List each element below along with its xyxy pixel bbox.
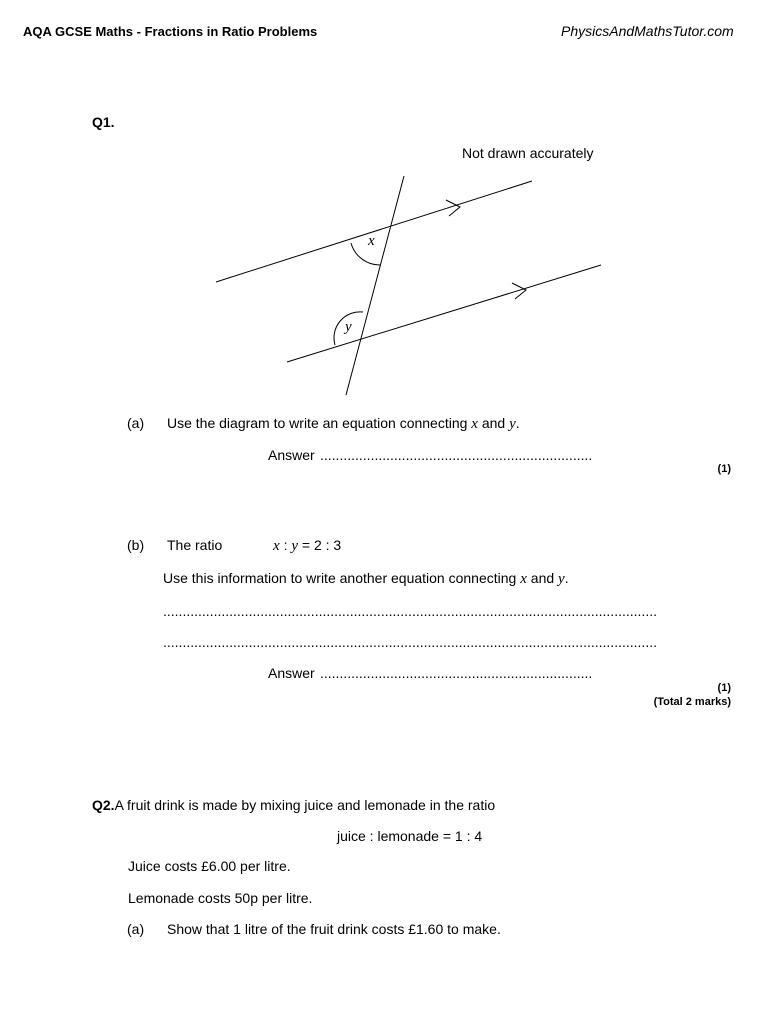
diagram-note: Not drawn accurately — [462, 145, 594, 161]
q2-juice-cost: Juice costs £6.00 per litre. — [128, 858, 291, 874]
angle-x-arc — [351, 243, 381, 265]
q1b-answer-line[interactable]: ...................................................................... — [320, 665, 593, 681]
q1b-answer-label: Answer — [268, 665, 315, 681]
upper-parallel-line — [216, 181, 532, 282]
angle-x-label: x — [368, 233, 375, 249]
q1-total-marks: (Total 2 marks) — [653, 696, 731, 708]
lower-parallel-line — [287, 265, 601, 362]
q1b-ratio: x : y = 2 : 3 — [273, 537, 342, 554]
q1-label: Q1. — [92, 114, 115, 130]
angle-y-label: y — [345, 319, 352, 335]
q1b-mark: (1) — [717, 682, 731, 694]
q2-lemonade-cost: Lemonade costs 50p per litre. — [128, 890, 313, 906]
q1a-mark: (1) — [717, 463, 731, 475]
lower-arrow-icon — [512, 283, 526, 299]
parallel-lines-diagram — [0, 0, 768, 420]
q1b-instruction: Use this information to write another equation connecting x and y. — [163, 570, 569, 587]
q2a-label: (a) — [127, 921, 145, 937]
q1b-ratio-label: The ratio — [167, 537, 223, 553]
q1b-label: (b) — [127, 537, 145, 553]
q1b-working-line-1[interactable]: ............................................................................................................................... — [163, 603, 657, 619]
q1b-working-line-2[interactable]: ............................................................................................................................... — [163, 634, 657, 650]
q1a-label: (a) — [127, 415, 145, 431]
header-site: PhysicsAndMathsTutor.com — [561, 23, 734, 39]
q1a-answer-label: Answer — [268, 447, 315, 463]
header-title: AQA GCSE Maths - Fractions in Ratio Problems — [23, 24, 318, 39]
q2a-question: Show that 1 litre of the fruit drink costs £1.60 to make. — [167, 921, 501, 937]
q2-intro: Q2.A fruit drink is made by mixing juice and lemonade in the ratio — [92, 797, 496, 813]
q2-ratio: juice : lemonade = 1 : 4 — [337, 828, 483, 844]
q1a-answer-line[interactable]: ...................................................................... — [320, 447, 593, 463]
transversal-line — [346, 176, 404, 395]
q1a-question: Use the diagram to write an equation connecting x and y. — [167, 415, 520, 432]
